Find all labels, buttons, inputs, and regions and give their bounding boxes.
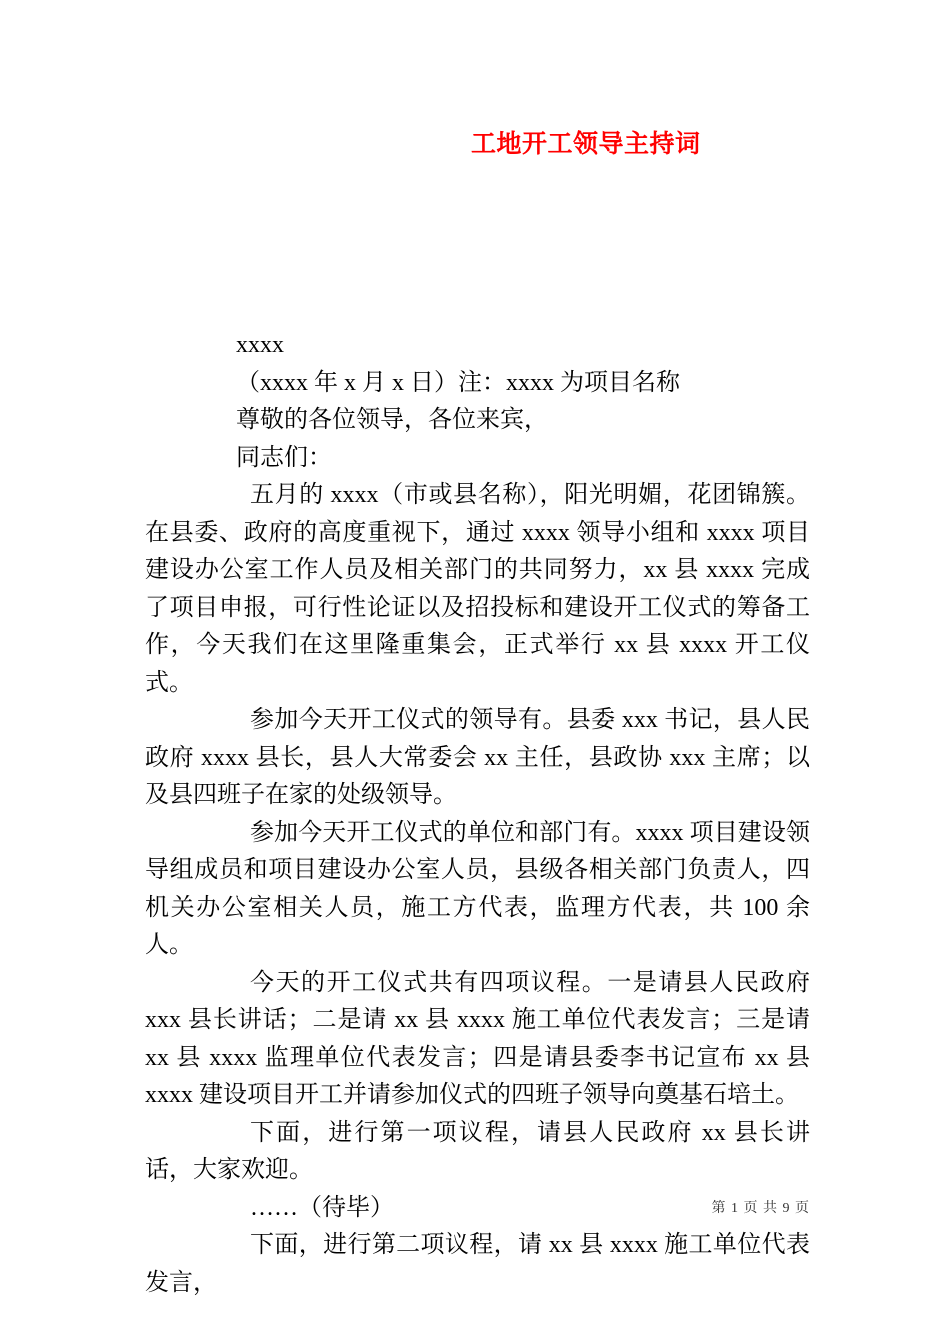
paragraph: （xxxx 年 x 月 x 日）注：xxxx 为项目名称 <box>236 369 680 396</box>
paragraph: 五月的 xxxx（市或县名称），阳光明媚，花团锦簇。在县委、政府的高度重视下，通过 xxxx 领导小组和 xxxx 项目建设办公室工作人员及相关部门的共同努力，xx 县 xxxx 完成了项目申报，可行性论证以及招投标和建设开工仪式的筹备工作，今天我们在这里隆重集会，正式举行 xx 县 xxxx 开工仪式。 <box>145 482 810 696</box>
paragraph: 下面，进行第一项议程，请县人民政府 xx 县长讲话，大家欢迎。 <box>145 1119 810 1183</box>
paragraph: 参加今天开工仪式的单位和部门有。xxxx 项目建设领导组成员和项目建设办公室人员，县级各相关部门负责人，四机关办公室相关人员，施工方代表，监理方代表，共 100 余人。 <box>145 819 810 958</box>
paragraph: 下面，进行第二项议程，请 xx 县 xxxx 施工单位代表发言， <box>145 1232 810 1296</box>
document-title: 工地开工领导主持词 <box>471 131 701 158</box>
paragraph: 参加今天开工仪式的领导有。县委 xxx 书记，县人民政府 xxxx 县长，县人大常委会 xx 主任，县政协 xxx 主席；以及县四班子在家的处级领导。 <box>145 707 810 808</box>
page-number-label: 第 1 页 共 9 页 <box>711 1201 810 1216</box>
document-body <box>145 327 810 1302</box>
paragraph: ……（待毕） <box>250 1194 394 1221</box>
paragraph: 今天的开工仪式共有四项议程。一是请县人民政府 xxx 县长讲话；二是请 xx 县 xxxx 施工单位代表发言；三是请 xx 县 xxxx 监理单位代表发言；四是请县委李书记宣布 xx 县 xxxx 建设项目开工并请参加仪式的四班子领导向奠基石培土。 <box>145 969 810 1108</box>
paragraph: xxxx <box>236 332 284 358</box>
paragraph: 同志们： <box>236 444 332 471</box>
paragraph: 尊敬的各位领导，各位来宾， <box>236 407 548 433</box>
page-footer <box>0 1199 810 1219</box>
